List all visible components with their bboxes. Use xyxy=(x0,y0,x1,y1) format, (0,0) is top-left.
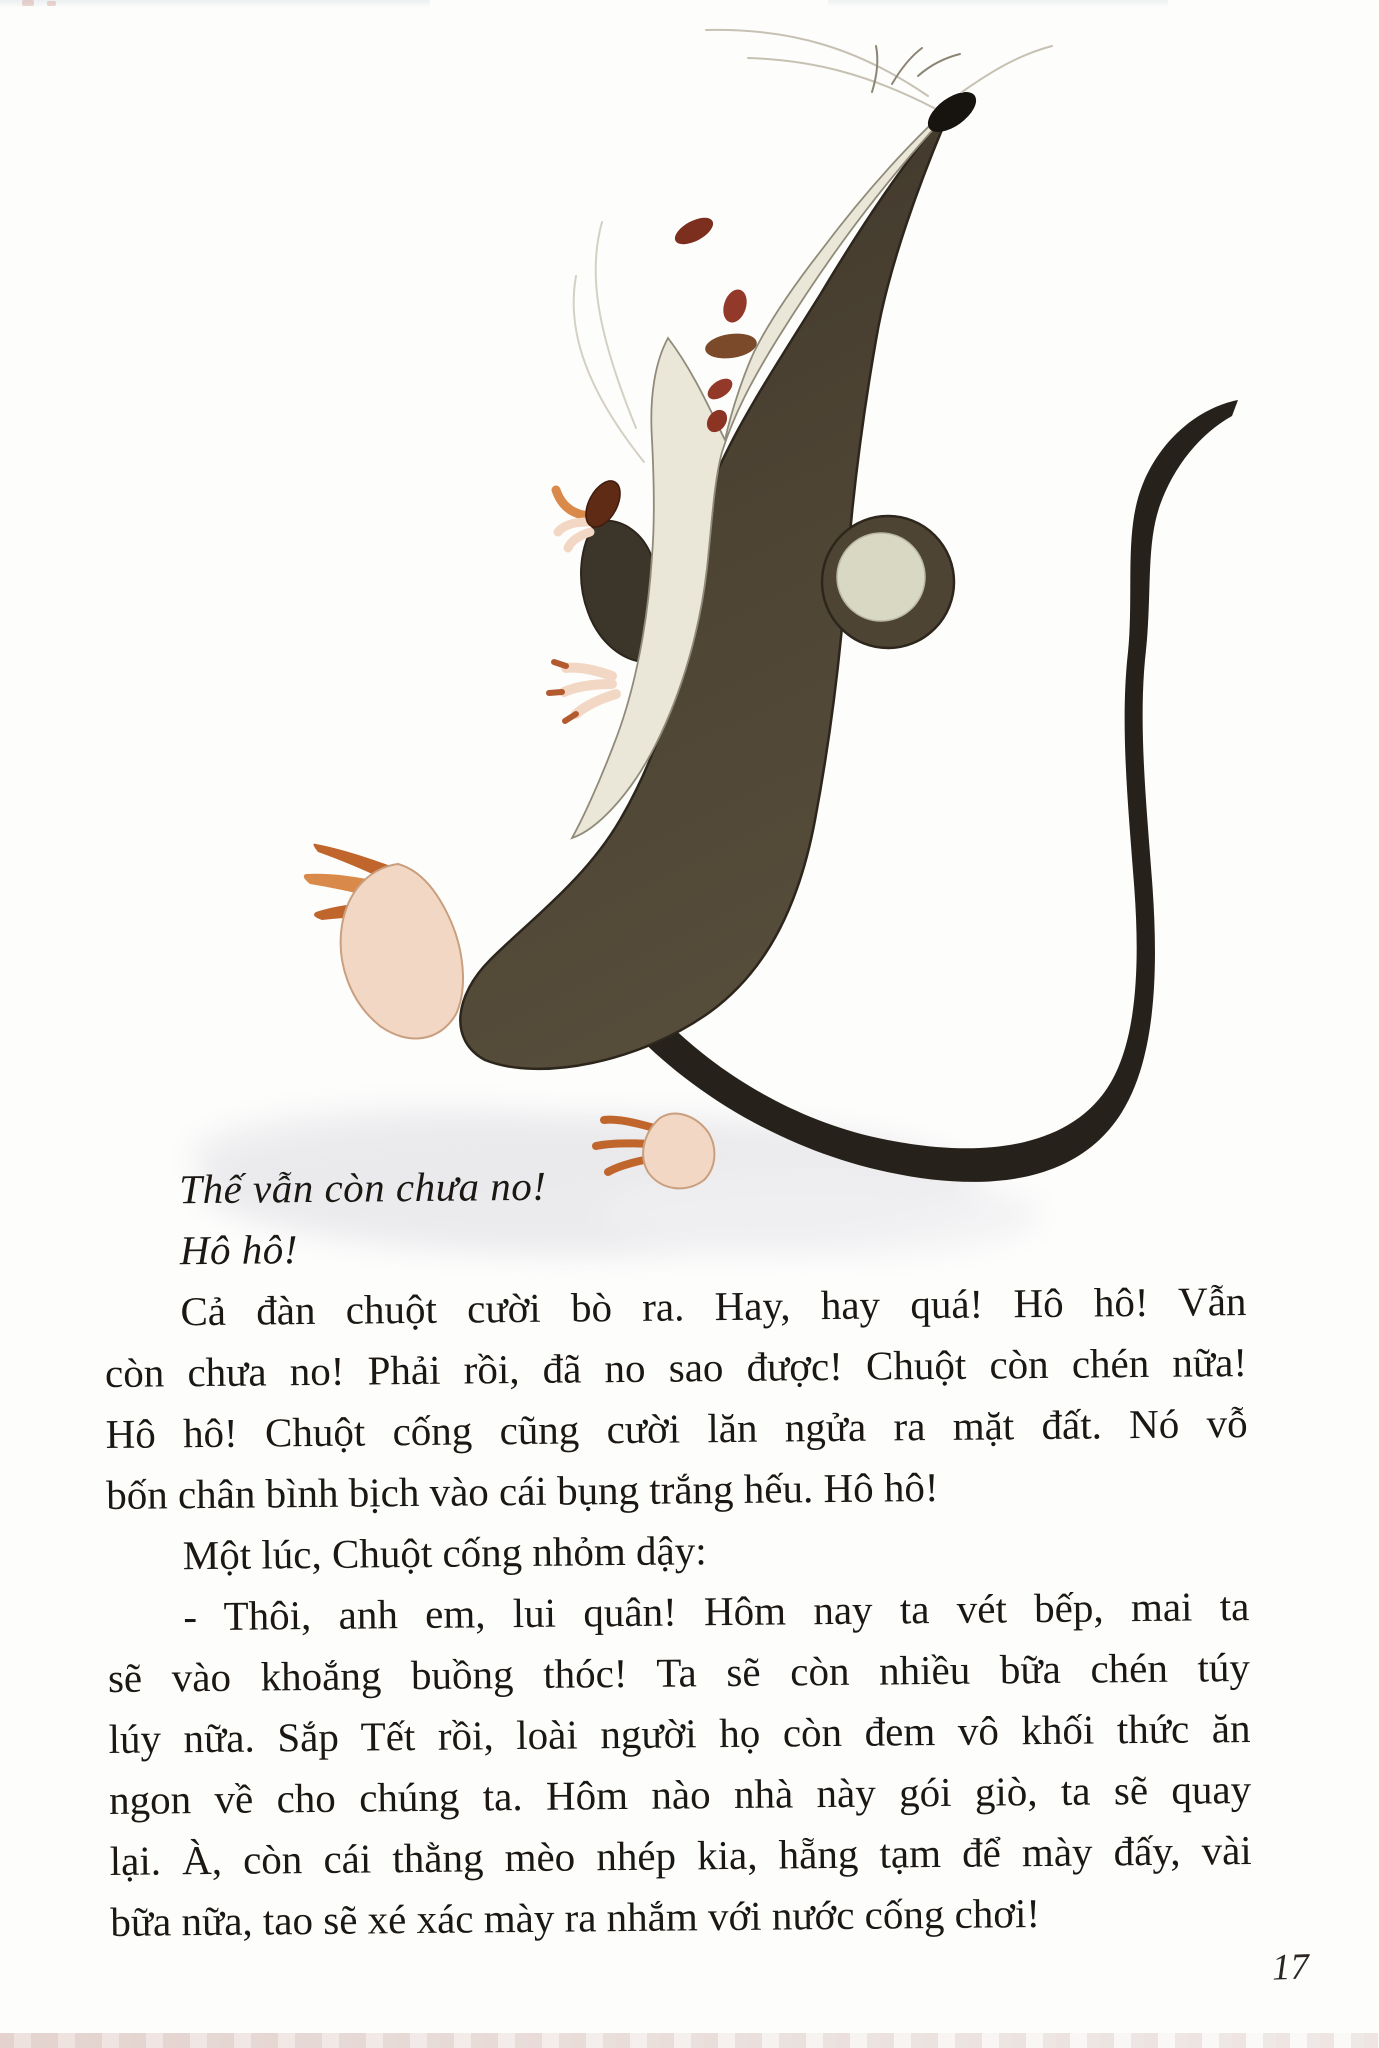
story-line: ngon về cho chúng ta. Hôm nào nhà này gói giò, ta sẽ quay xyxy=(108,1766,1252,1823)
story-line: Hô hô! xyxy=(179,1226,299,1274)
story-line: còn chưa no! Phải rồi, đã no sao được! Chuột còn chén nữa! xyxy=(104,1339,1248,1396)
story-line: - Thôi, anh em, lui quân! Hôm nay ta vét bếp, mai ta xyxy=(183,1583,1250,1640)
story-line: Một lúc, Chuột cống nhỏm dậy: xyxy=(182,1527,707,1579)
rat-forepaw xyxy=(549,662,616,721)
story-line: bữa nữa, tao sẽ xé xác mày ra nhắm với nước cống chơi! xyxy=(110,1890,1041,1945)
scan-artifact-bottom xyxy=(0,2033,1379,2048)
story-line: bốn chân bình bịch vào cái bụng trắng hếu. Hô hô! xyxy=(105,1463,939,1518)
story-line: lại. À, còn cái thằng mèo nhép kia, hẵng tạm để mày đấy, vài xyxy=(109,1827,1252,1884)
story-line: sẽ vào khoắng buồng thóc! Ta sẽ còn nhiều bữa chén túy xyxy=(107,1644,1251,1701)
page-number: 17 xyxy=(1271,1946,1310,1989)
story-line: Thế vẫn còn chưa no! xyxy=(179,1162,547,1213)
story-line: Hô hô! Chuột cống cũng cười lăn ngửa ra mặt đất. Nó vỗ xyxy=(105,1400,1248,1457)
rat-ear xyxy=(822,516,954,648)
story-line: lúy nữa. Sắp Tết rồi, loài người họ còn đem vô khối thức ăn xyxy=(108,1705,1251,1762)
story-text xyxy=(103,1149,1253,1953)
story-line: Cả đàn chuột cười bò ra. Hay, hay quá! Hô hô! Vẫn xyxy=(180,1278,1247,1335)
rat-hindfoot-left xyxy=(304,844,463,1039)
